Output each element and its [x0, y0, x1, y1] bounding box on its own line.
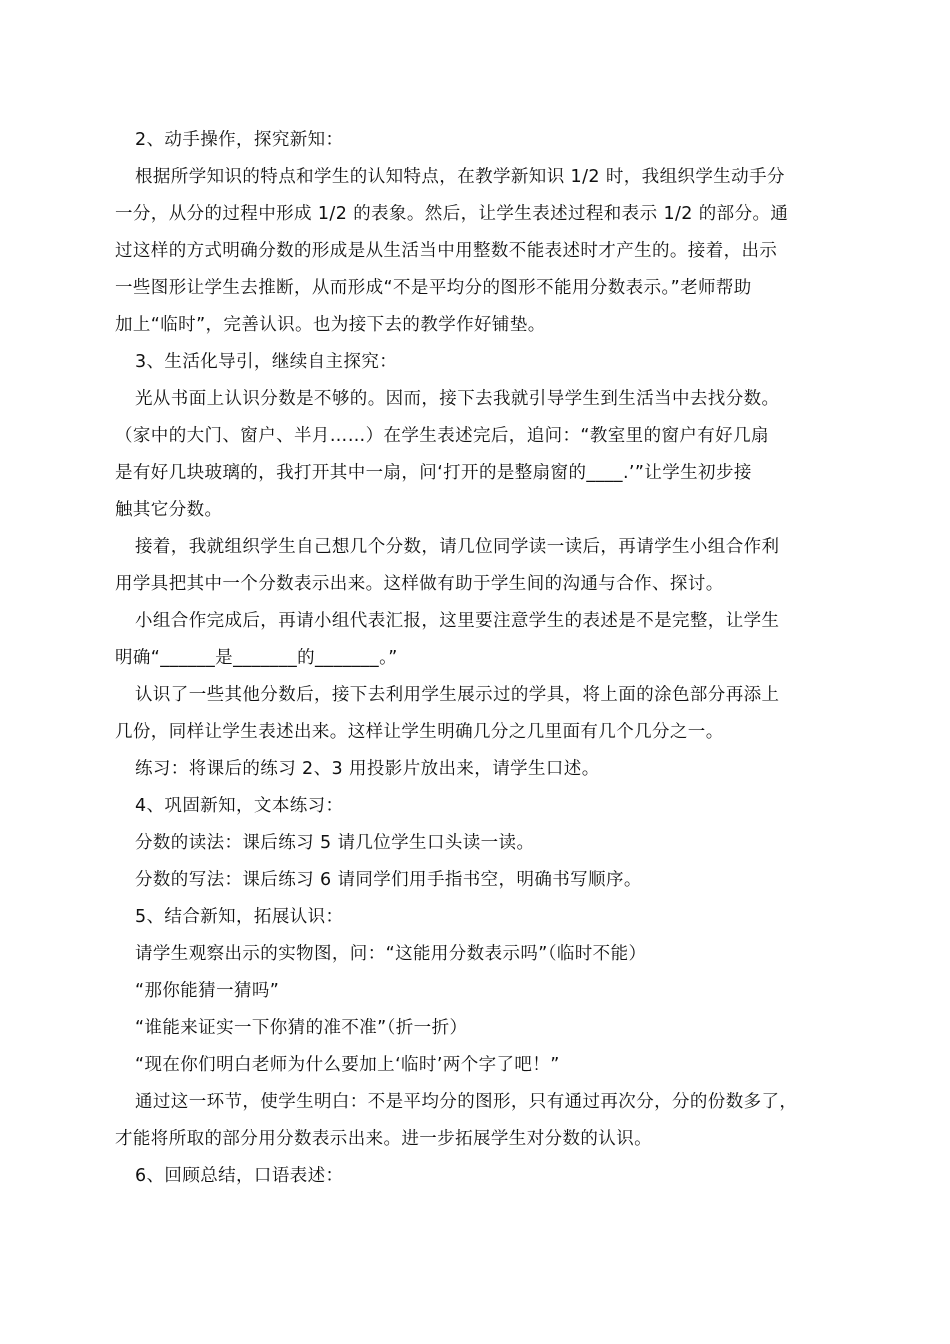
section-heading-4: 4、巩固新知，文本练习：: [135, 796, 344, 816]
paragraph-line: 一些图形让学生去推断，从而形成“不是平均分的图形不能用分数表示。”老师帮助: [115, 278, 752, 298]
paragraph-line: 通过这一环节，使学生明白：不是平均分的图形，只有通过再次分，分的份数多了，: [135, 1092, 798, 1112]
paragraph-line: （家中的大门、窗户、半月……）在学生表述完后，追问：“教室里的窗户有好几扇: [115, 426, 769, 446]
paragraph-line: 触其它分数。: [115, 500, 223, 520]
dialogue-line: “那你能猜一猜吗”: [135, 981, 280, 1001]
paragraph-line: 请学生观察出示的实物图，问：“这能用分数表示吗”（临时不能）: [135, 944, 647, 964]
paragraph-line: 接着，我就组织学生自己想几个分数，请几位同学读一读后，再请学生小组合作利: [135, 537, 780, 557]
paragraph-line: 光从书面上认识分数是不够的。因而，接下去我就引导学生到生活当中去找分数。: [135, 389, 780, 409]
section-heading-6: 6、回顾总结，口语表述：: [135, 1166, 344, 1186]
paragraph-line: 加上“临时”，完善认识。也为接下去的教学作好铺垫。: [115, 315, 546, 335]
paragraph-line: 一分，从分的过程中形成 1/2 的表象。然后，让学生表述过程和表示 1/2 的部分。通: [115, 204, 789, 224]
paragraph-line: 分数的读法：课后练习 5 请几位学生口头读一读。: [135, 833, 535, 853]
paragraph-line: 几份，同样让学生表述出来。这样让学生明确几分之几里面有几个几分之一。: [115, 722, 724, 742]
section-heading-2: 2、动手操作，探究新知：: [135, 130, 344, 150]
paragraph-line: 是有好几块玻璃的，我打开其中一扇，问‘打开的是整扇窗的____.’”让学生初步接: [115, 463, 752, 483]
paragraph-line: 认识了一些其他分数后，接下去利用学生展示过的学具，将上面的涂色部分再添上: [135, 685, 780, 705]
paragraph-line: 根据所学知识的特点和学生的认知特点，在教学新知识 1/2 时，我组织学生动手分: [135, 167, 785, 187]
dialogue-line: “现在你们明白老师为什么要加上‘临时’两个字了吧！”: [135, 1055, 560, 1075]
paragraph-line: 用学具把其中一个分数表示出来。这样做有助于学生间的沟通与合作、探讨。: [115, 574, 724, 594]
paragraph-line: 小组合作完成后，再请小组代表汇报，这里要注意学生的表述是不是完整，让学生: [135, 611, 780, 631]
paragraph-line: 过这样的方式明确分数的形成是从生活当中用整数不能表述时才产生的。接着，出示: [115, 241, 778, 261]
paragraph-line: 分数的写法：课后练习 6 请同学们用手指书空，明确书写顺序。: [135, 870, 642, 890]
paragraph-line: 才能将所取的部分用分数表示出来。进一步拓展学生对分数的认识。: [115, 1129, 652, 1149]
exercise-line: 练习：将课后的练习 2、3 用投影片放出来，请学生口述。: [135, 759, 600, 779]
dialogue-line: “谁能来证实一下你猜的准不准”（折一折）: [135, 1018, 468, 1038]
section-heading-3: 3、生活化导引，继续自主探究：: [135, 352, 398, 372]
document-body: [115, 122, 840, 1195]
section-heading-5: 5、结合新知，拓展认识：: [135, 907, 344, 927]
paragraph-line: 明确“______是_______的_______。”: [115, 648, 398, 668]
